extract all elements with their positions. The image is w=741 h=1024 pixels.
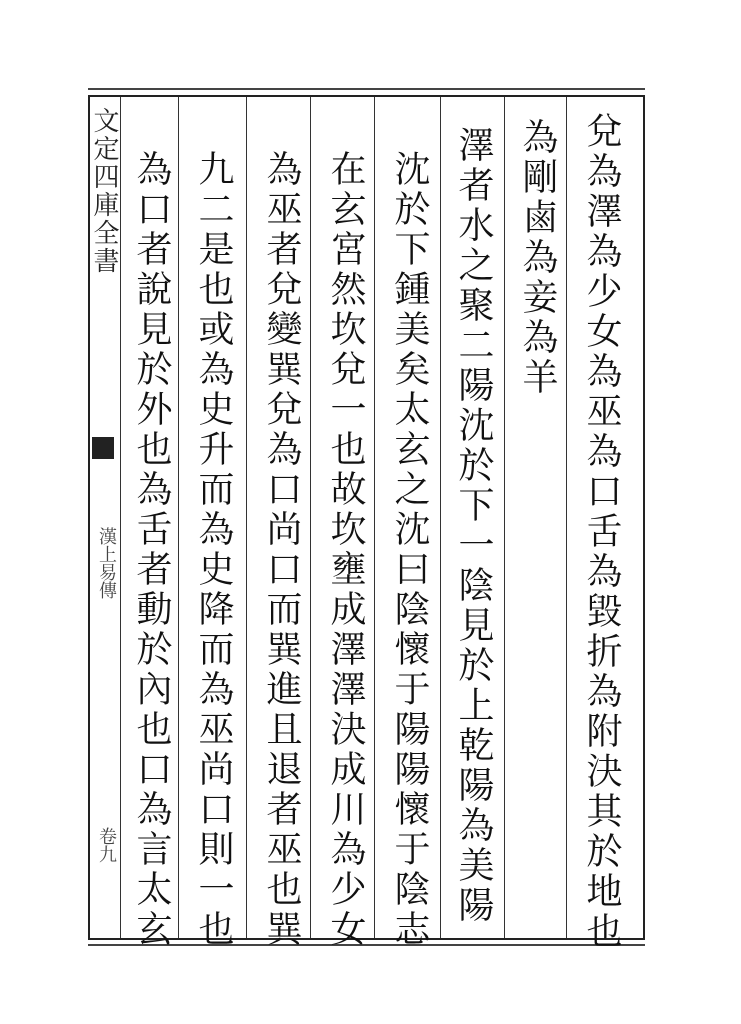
column-divider (566, 97, 567, 938)
text-column-1: 兌為澤為少女為巫為口舌為毀折為附決其於地也 (581, 112, 622, 952)
column-divider (120, 97, 121, 938)
column-divider (246, 97, 247, 938)
text-column-8: 為口者說見於外也為舌者動於內也口為言太玄 (131, 150, 172, 950)
margin-title: 文定四庫全書 (89, 107, 119, 275)
column-divider (504, 97, 505, 938)
fishtail-mark-icon (92, 437, 114, 459)
text-column-6: 為巫者兌變巽兌為口尚口而巽進且退者巫也巽 (261, 150, 302, 950)
column-divider (440, 97, 441, 938)
margin-strip (88, 97, 120, 938)
margin-section-title: 漢上易傳 (96, 527, 117, 599)
column-divider (178, 97, 179, 938)
text-column-7: 九二是也或為史升而為史降而為巫尚口則一也 (193, 150, 234, 950)
margin-page-number: 卷九 (96, 827, 117, 863)
text-column-3: 澤者水之聚二陽沈於下一陰見於上乾陽為美陽 (453, 126, 494, 926)
text-column-5: 在玄宮然坎兌一也故坎壅成澤澤決成川為少女 (325, 150, 366, 950)
text-column-4: 沈於下鍾美矣太玄之沈曰陰懷于陽陽懷于陰志 (389, 150, 430, 950)
column-divider (310, 97, 311, 938)
frame-top-rule (88, 88, 645, 90)
column-divider (374, 97, 375, 938)
text-column-2: 為剛鹵為妾為羊 (517, 118, 558, 398)
